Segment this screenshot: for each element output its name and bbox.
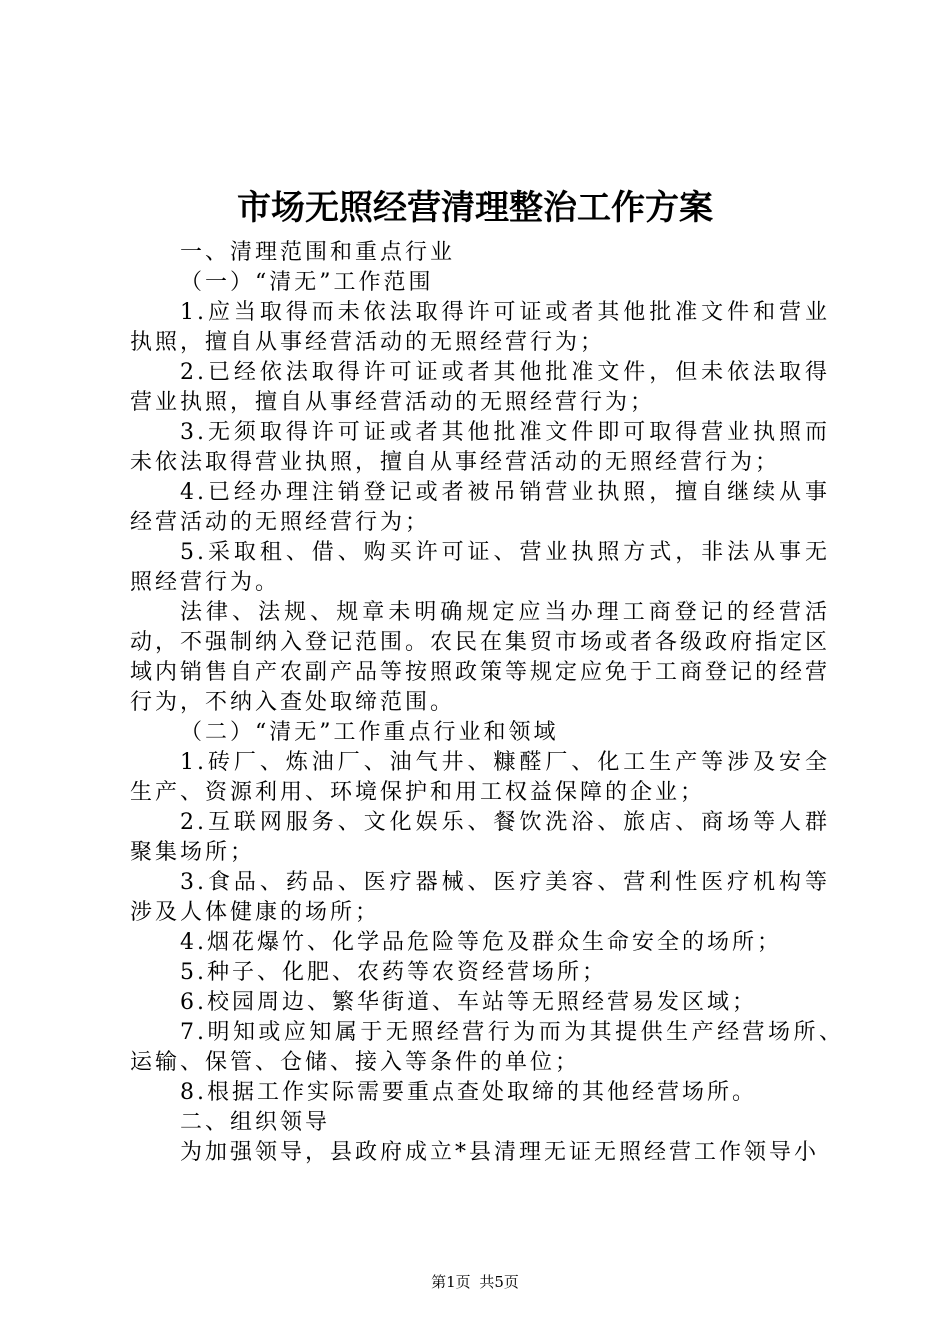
page-number: 第1页 — [431, 1273, 471, 1291]
document-title: 市场无照经营清理整治工作方案 — [237, 188, 713, 228]
industry-item-6: 6.校园周边、繁华街道、车站等无照经营易发区域； — [180, 990, 757, 1015]
scope-item-5: 5.采取租、借、购买许可证、营业执照方式，非法从事无照经营行为。 — [130, 540, 830, 595]
scope-item-3: 3.无须取得许可证或者其他批准文件即可取得营业执照而未依法取得营业执照，擅自从事经营活动的无照经营行为； — [130, 420, 830, 475]
scope-item-1: 1.应当取得而未依法取得许可证或者其他批准文件和营业执照，擅自从事经营活动的无照经营行为； — [130, 300, 830, 355]
total-pages: 共5页 — [479, 1273, 519, 1291]
leadership-paragraph: 为加强领导，县政府成立*县清理无证无照经营工作领导小 — [180, 1140, 820, 1165]
section-heading-2: 二、组织领导 — [180, 1110, 331, 1135]
industry-item-8: 8.根据工作实际需要重点查处取缔的其他经营场所。 — [180, 1080, 757, 1105]
industry-item-2: 2.互联网服务、文化娱乐、餐饮洗浴、旅店、商场等人群聚集场所； — [130, 810, 830, 865]
industry-item-3: 3.食品、药品、医疗器械、医疗美容、营利性医疗机构等涉及人体健康的场所； — [130, 870, 830, 925]
scope-item-4: 4.已经办理注销登记或者被吊销营业执照，擅自继续从事经营活动的无照经营行为； — [130, 480, 830, 535]
page-footer — [0, 1272, 950, 1292]
industry-item-1: 1.砖厂、炼油厂、油气井、糠醛厂、化工生产等涉及安全生产、资源利用、环境保护和用工权益保障的企业； — [130, 750, 830, 805]
subsection-heading-1: （一）“清无”工作范围 — [180, 270, 434, 295]
industry-item-7: 7.明知或应知属于无照经营行为而为其提供生产经营场所、运输、保管、仓储、接入等条件的单位； — [130, 1020, 844, 1075]
industry-item-5: 5.种子、化肥、农药等农资经营场所； — [180, 960, 607, 985]
scope-item-2: 2.已经依法取得许可证或者其他批准文件，但未依法取得营业执照，擅自从事经营活动的无照经营行为； — [130, 360, 830, 415]
document-body — [130, 238, 844, 1168]
section-heading-1: 一、清理范围和重点行业 — [180, 240, 456, 265]
subsection-heading-2: （二）“清无”工作重点行业和领域 — [180, 720, 559, 745]
industry-item-4: 4.烟花爆竹、化学品危险等危及群众生命安全的场所； — [180, 930, 782, 955]
scope-exclusion-paragraph: 法律、法规、规章未明确规定应当办理工商登记的经营活动，不强制纳入登记范围。农民在集贸市场或者各级政府指定区域内销售自产农副产品等按照政策等规定应免于工商登记的经营行为，不纳入查处取缔范围。 — [130, 600, 831, 715]
